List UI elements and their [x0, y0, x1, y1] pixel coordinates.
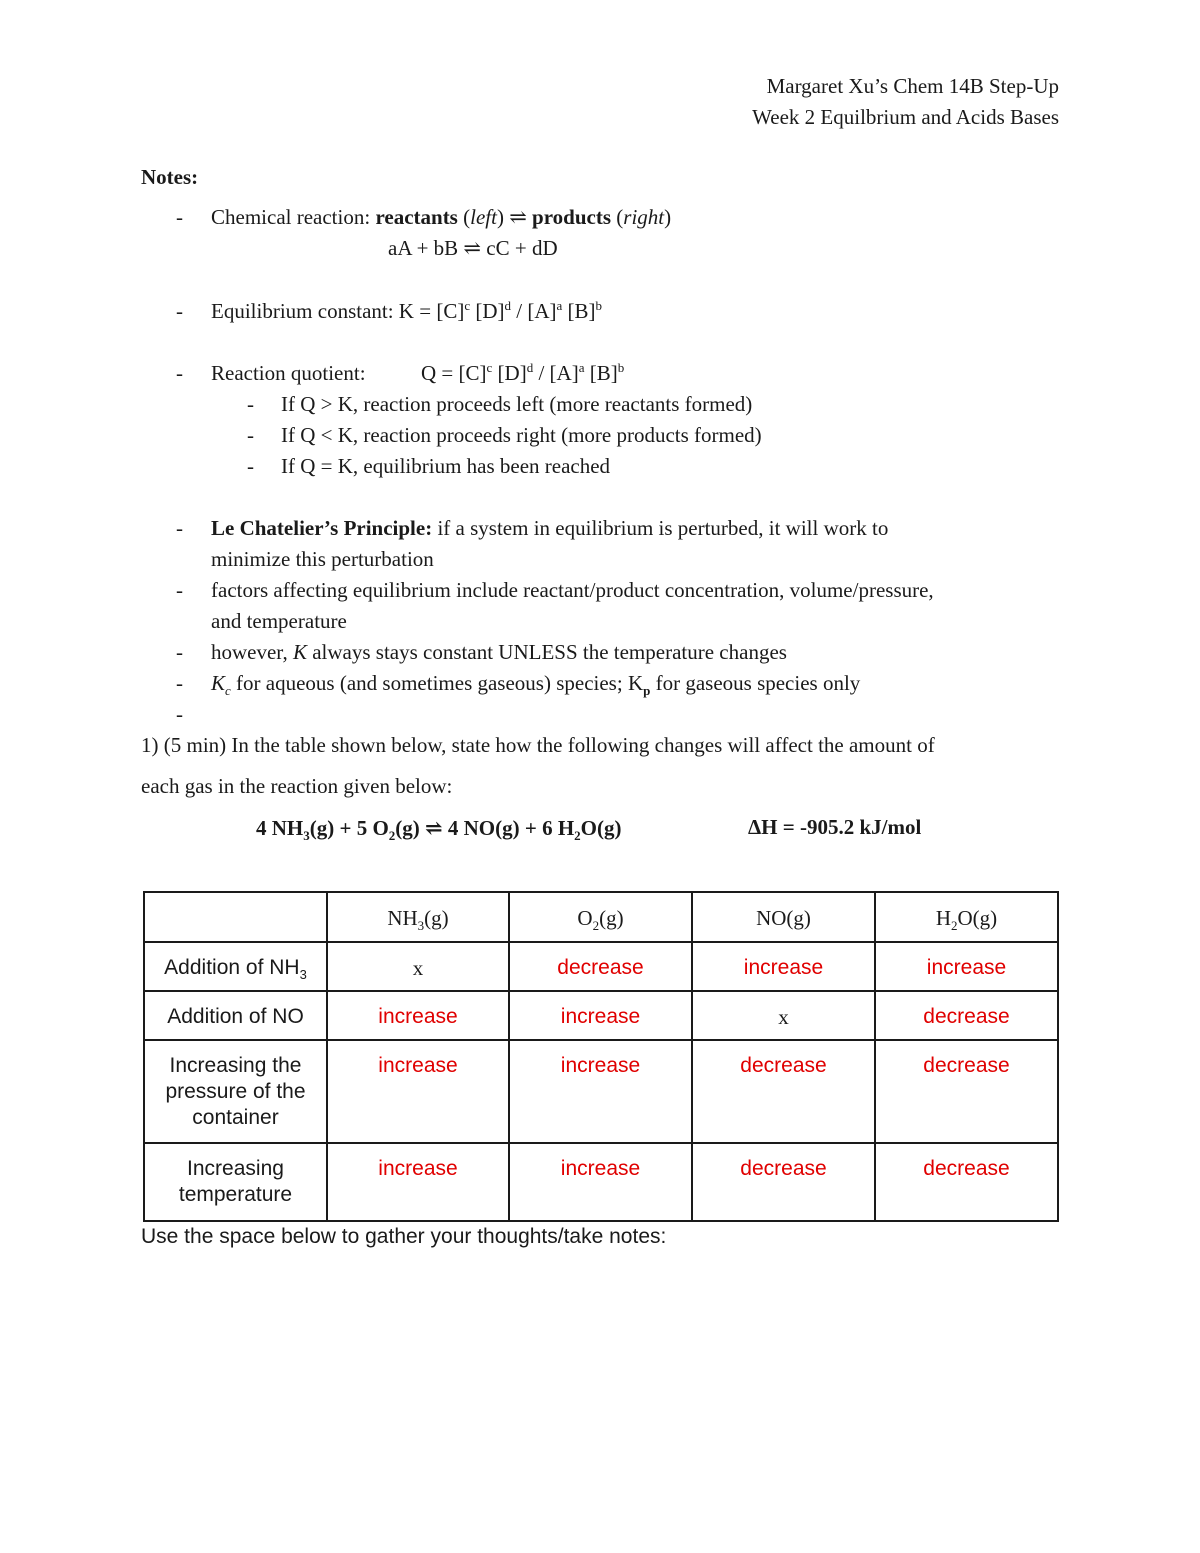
- header-week: Week 2 Equilbrium and Acids Bases: [752, 105, 1059, 129]
- table-cell: increase: [509, 1143, 692, 1221]
- reaction-enthalpy: ΔH = -905.2 kJ/mol: [748, 815, 922, 839]
- question-line-1: 1) (5 min) In the table shown below, state how the following changes will affect the amount of: [141, 733, 935, 757]
- sub-bullet-dash: -: [247, 392, 254, 416]
- table-corner-cell: [144, 892, 327, 942]
- sub-bullet-dash: -: [247, 423, 254, 447]
- row-label: Increasing the pressure of the container: [144, 1040, 327, 1143]
- table-cell: decrease: [875, 1040, 1058, 1143]
- factors-line-2: and temperature: [211, 609, 347, 633]
- row-label: Increasing temperature: [144, 1143, 327, 1221]
- factors-line: factors affecting equilibrium include reactant/product concentration, volume/pressure,: [211, 578, 934, 602]
- question-line-2: each gas in the reaction given below:: [141, 774, 453, 798]
- bullet-dash: -: [176, 299, 183, 323]
- reaction-quotient-expr: $Q = [C]^c$ $[D]^d / [A]^a$ $[B]^b$: [421, 360, 625, 385]
- table-header-cell: NO(g): [692, 892, 875, 942]
- bullet-dash: -: [176, 640, 183, 664]
- general-equation: aA + bB ⇌ cC + dD: [388, 236, 558, 260]
- reaction-equation: 4 $NH_3(g) + 5$ $O_2(g)$ ⇌ 4 NO(g) + 6 $H_2O(g)$: [256, 816, 622, 844]
- le-chatelier-line: Le Chatelier’s Principle: if a system in equilibrium is perturbed, it will work to: [211, 516, 889, 540]
- k-constant-line: however, K always stays constant UNLESS the temperature changes: [211, 640, 787, 664]
- table-row: [144, 1143, 1058, 1221]
- le-chatelier-line-2: minimize this perturbation: [211, 547, 434, 571]
- notes-prompt: Use the space below to gather your thoughts/take notes:: [141, 1225, 667, 1248]
- bullet-dash: -: [176, 516, 183, 540]
- table-cell: increase: [875, 942, 1058, 991]
- row-label: Addition of NO: [144, 991, 327, 1040]
- table-cell: increase: [692, 942, 875, 991]
- bullet-dash-empty: -: [176, 702, 183, 726]
- bullet-dash: -: [176, 361, 183, 385]
- bullet-dash: -: [176, 671, 183, 695]
- table-header-cell: $O_2(g)$: [509, 892, 692, 942]
- table-cell: increase: [327, 1143, 509, 1221]
- table-cell: decrease: [509, 942, 692, 991]
- table-cell: increase: [509, 991, 692, 1040]
- equilibrium-constant-line: Equilibrium constant: $K = [C]^c$ $[D]^d / [A]^a$ $[B]^b$: [211, 298, 603, 323]
- table-cell: decrease: [692, 1040, 875, 1143]
- kc-kp-line: $K_c$ for aqueous (and sometimes gaseous) species; $K_p$ for gaseous species only: [211, 671, 861, 699]
- table-header-cell: $H_2O(g)$: [875, 892, 1058, 942]
- bullet-dash: -: [176, 578, 183, 602]
- table-header-cell: $NH_3(g)$: [327, 892, 509, 942]
- table-cell: x: [327, 942, 509, 991]
- row-label: Addition of $NH_3$: [144, 942, 327, 991]
- sub-bullet-dash: -: [247, 454, 254, 478]
- table-cell: decrease: [692, 1143, 875, 1221]
- table-row: [144, 942, 1058, 991]
- table-cell: increase: [509, 1040, 692, 1143]
- table-cell: increase: [327, 1040, 509, 1143]
- q-condition: If Q > K, reaction proceeds left (more reactants formed): [281, 392, 753, 416]
- table-row: [144, 1040, 1058, 1143]
- table-cell: increase: [327, 991, 509, 1040]
- table-row: [144, 991, 1058, 1040]
- chemical-reaction-line: Chemical reaction: reactants (left) ⇌ products (right): [211, 205, 672, 229]
- table-cell: decrease: [875, 1143, 1058, 1221]
- header-course: Margaret Xu’s Chem 14B Step-Up: [766, 74, 1059, 98]
- effects-table: [143, 891, 1059, 1222]
- table-cell: decrease: [875, 991, 1058, 1040]
- notes-heading: Notes:: [141, 165, 199, 189]
- q-condition: If Q = K, equilibrium has been reached: [281, 454, 611, 478]
- q-condition: If Q < K, reaction proceeds right (more products formed): [281, 423, 762, 447]
- table-header-row: [144, 892, 1058, 942]
- reaction-quotient-label: Reaction quotient:: [211, 361, 366, 385]
- bullet-dash: -: [176, 205, 183, 229]
- table-cell: x: [692, 991, 875, 1040]
